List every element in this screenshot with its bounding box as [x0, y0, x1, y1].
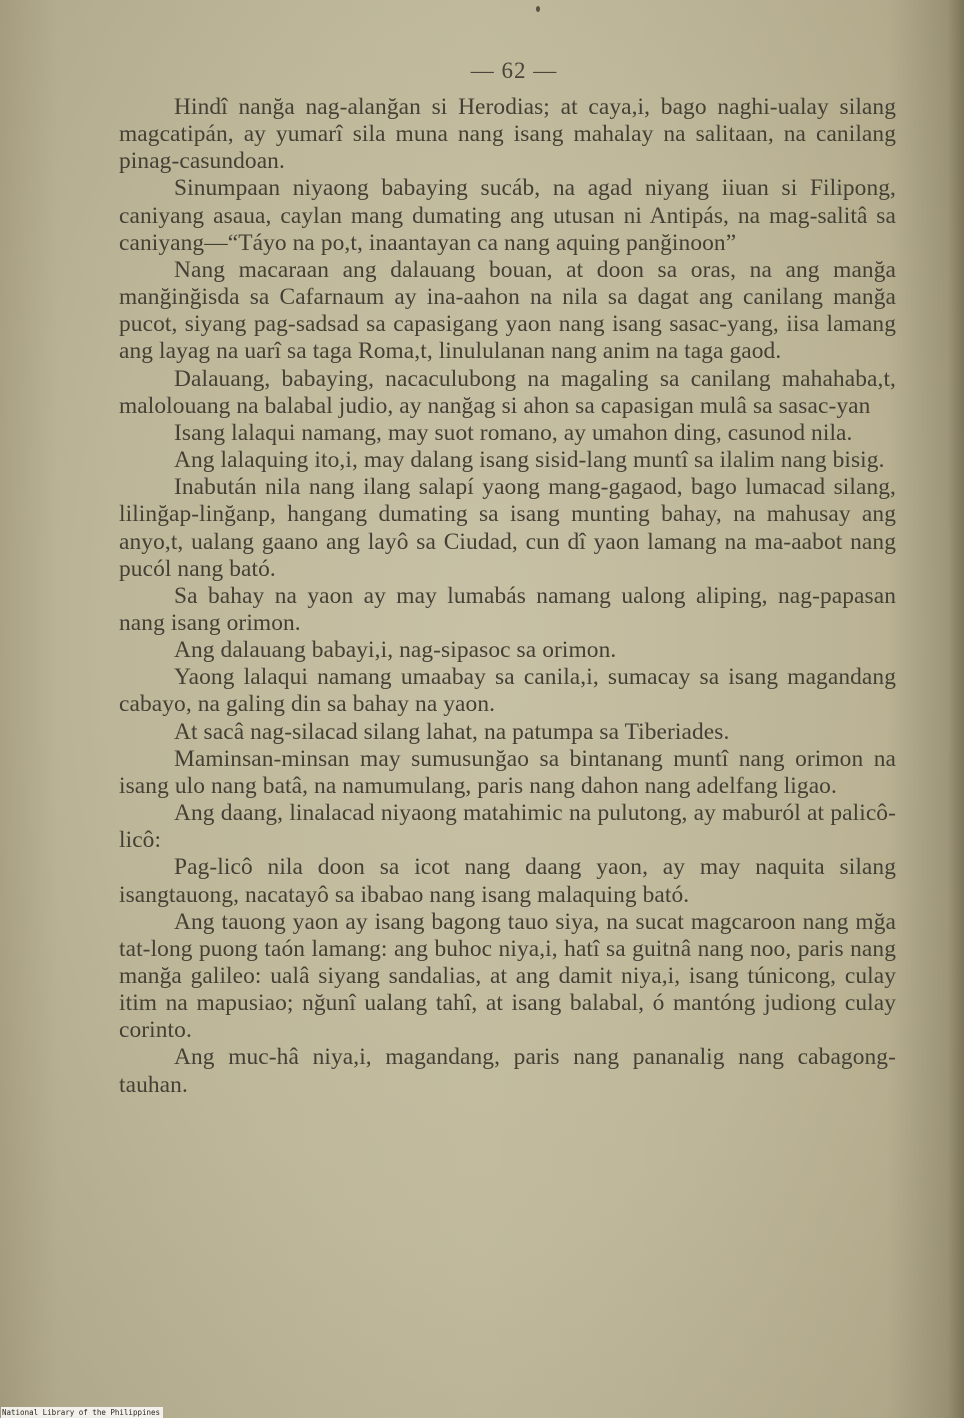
paragraph: Maminsan-minsan may sumusunğao sa bintanang muntî nang orimon na isang ulo nang batâ, na namumulang, paris nang dahon nang adelfang ligao.: [119, 745, 896, 799]
paragraph: Ang dalauang babayi,i, nag-sipasoc sa orimon.: [174, 637, 617, 664]
paragraph: Nang macaraan ang dalauang bouan, at doon sa oras, na ang manğa manğinğisda sa Cafarnaum ay ina-aahon na nila sa dagat ang canilang manğa pucot, siyang pag-sadsad sa capasigang yaon nang isang sasac-yang, iisa lamang ang layag na uarî sa taga Roma,t, linululanan nang anim na taga gaod.: [119, 256, 896, 365]
body-text: [119, 94, 896, 1099]
paragraph: Ang tauong yaon ay isang bagong tauo siya, na sucat magcaroon nang mğa tat-long puong taón lamang: ang buhoc niya,i, hatî sa guitnâ nang noo, paris nang manğa galileo: ualâ siyang sandalias, at ang damit niya,i, isang túnicong, culay itim na mapusiao; nğunî ualang tahî, at isang balabal, ó mantóng judiong culay corinto.: [119, 908, 896, 1044]
paragraph: Isang lalaqui namang, may suot romano, ay umahon ding, casunod nila.: [174, 419, 853, 446]
page-number: — 62 —: [470, 58, 558, 83]
library-footer: National Library of the Philippines: [1, 1407, 163, 1418]
paragraph: Sa bahay na yaon ay may lumabás namang ualong aliping, nag-papasan nang isang orimon.: [119, 582, 896, 636]
paragraph: Inabután nila nang ilang salapí yaong mang-gagaod, bago lumacad silang, lilinğap-linğanp, hangang dumating sa isang munting bahay, na mahusay ang anyo,t, ualang gaano ang layô sa Ciudad, cun dî yaon lamang na ma-aabot nang pucól nang bató.: [119, 474, 896, 582]
paragraph: Ang lalaquing ito,i, may dalang isang sisid-lang muntî sa ilalim nang bisig.: [174, 447, 885, 474]
paragraph: Sinumpaan niyaong babaying sucáb, na agad niyang iiuan si Filipong, caniyang asaua, caylan mang dumating ang utusan ni Antipás, na mag-salitâ sa caniyang—“Táyo na po,t, inaantayan ca nang aquing panğinoon”: [119, 175, 896, 256]
paragraph: Ang daang, linalacad niyaong matahimic na pulutong, ay maburól at palicô-licô:: [119, 800, 896, 854]
ink-speck: [536, 6, 540, 12]
paragraph: Hindî nanğa nag-alanğan si Herodias; at caya,i, bago naghi-ualay silang magcatipán, ay yumarî sila muna nang isang mahalay na salitaan, na canilang pinag-casundoan.: [119, 94, 896, 175]
paragraph: At sacâ nag-silacad silang lahat, na patumpa sa Tiberiades.: [174, 718, 730, 745]
paragraph: Pag-licô nila doon sa icot nang daang yaon, ay may naquita silang isangtauong, nacatayô sa ibabao nang isang malaquing bató.: [119, 854, 896, 908]
paragraph: Yaong lalaqui namang umaabay sa canila,i, sumacay sa isang magandang cabayo, na galing din sa bahay na yaon.: [119, 664, 896, 718]
page-edge-shadow: [948, 0, 964, 1418]
paragraph: Dalauang, babaying, nacaculubong na magaling sa canilang mahahaba,t, malolouang na balabal judio, ay nanğag si ahon sa capasigan mulâ sa sasac-yan: [119, 365, 896, 419]
paragraph: Ang muc-hâ niya,i, magandang, paris nang pananalig nang cabagong-tauhan.: [119, 1044, 896, 1098]
